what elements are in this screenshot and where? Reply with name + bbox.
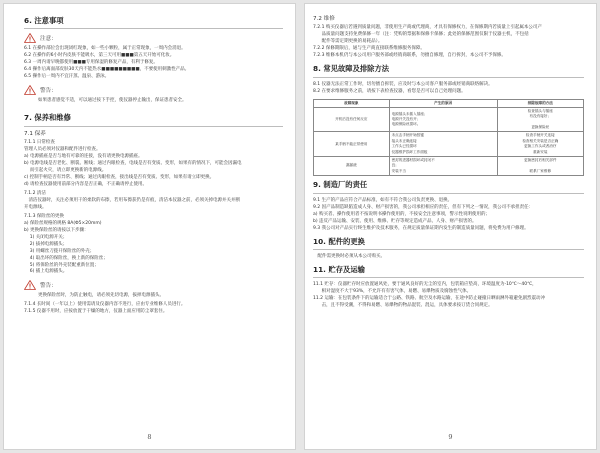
divider	[313, 277, 584, 278]
fuse-step: b) 更换保险丝的请按以下步骤：	[24, 227, 89, 233]
section-7-1-1-title: 7.1.1 日常检查	[24, 140, 55, 146]
fuse-step: 6) 插上电源插头。	[24, 269, 68, 275]
section-11-title: 11. 贮存及运输	[313, 265, 365, 274]
troubleshoot-item: 8.2 在要求维修服务之前，请按下表检查仪器，看您是否可以自己处理问题。	[313, 88, 466, 94]
divider	[24, 126, 283, 127]
storage-item: 11.2 运输：在包装条件下的运输适合于公路、铁路、航空及水路运输，在途中防止碰撞日晒雨淋外箱避免剧烈震动冲	[313, 296, 545, 302]
table-cell: 未点击手柄开始按键 接头未正确连接 工作头已经损坏 仪器维护损坏工作面板	[389, 132, 497, 157]
section-7-1-2-title: 7.1.2 清洁	[24, 190, 46, 196]
warning-label: 警告：	[40, 88, 57, 95]
notice-item: 6.4 操作后离面部皮肤30天内不能热水■■■■■■■■■，不要使用刺激性产品。	[24, 67, 190, 73]
section-8-title: 8. 常见故障及排除方法	[313, 64, 390, 74]
fuse-step: 3) 用螺丝刀拨开保险丝的外壳；	[24, 248, 95, 254]
check-item: b) 电源电线是否老化、断裂、断线；通过内眼检查，电线是否有变质、变形，如果有的情况下，可能会因漏电	[24, 160, 242, 166]
table-cell: 电源插头未插入插座； 电源开关没有开； 电源保险丝损坏。	[389, 107, 497, 132]
fuse-step: a) 保险丝规格的规格 8A(Φ5×20mm)	[24, 220, 102, 226]
liability-item: 9.2 因产品制造缺陷造成人身、财产损害的，我公司承担相应的责任，但有下列之一情况，我公司不承担责任：	[313, 204, 534, 210]
fault-table-header: 排除故障的方法	[497, 99, 583, 107]
table-cell: 密封的进器材损坏或封闭不 良； 安装不当	[389, 157, 497, 176]
warning-text: 如果患者感觉不适，可以通过按下手控，使仪器停止输出，保证患者安全。	[38, 98, 187, 104]
storage-item: 相对湿度不大于93%，不允许有有害气体，易燃、易爆物质及腐蚀性气体。	[313, 289, 472, 295]
check-item: 而引起火灾，请立即更换新的电源线。	[24, 167, 107, 173]
fault-table-header: 产生的原因	[389, 99, 497, 107]
left-page	[3, 3, 296, 450]
table-cell: 某手柄不能正常使用	[314, 132, 390, 157]
repair-item: 配件等需定期更换的易耗品）。	[313, 39, 383, 45]
divider	[313, 249, 584, 250]
fuse-step: 2) 拔掉电源插头；	[24, 241, 68, 247]
fuse-warning-header	[24, 280, 283, 290]
warning-triangle-icon	[24, 280, 36, 290]
section-7-1-4: 7.1.4 长时间（一年以上）使用需请及仪器内容不进行，应由专业维修人员进行。	[24, 302, 186, 308]
fault-table	[313, 99, 584, 177]
table-cell: 漏漏液	[314, 157, 390, 176]
section-9-title: 9. 制造厂的责任	[313, 180, 368, 190]
check-item: c) 控制手柄是否有异常、断线；通过肉眼检查，接出线是否有变质、变形，如果有请立即更换。	[24, 174, 215, 180]
repair-item: 7.2.2 保修期限后，通与生产商直接联系维修服务保障。	[313, 46, 425, 52]
section-7-title: 7. 保养和维修	[24, 113, 71, 123]
page-number: 9	[448, 433, 453, 441]
section-7-1-3-title: 7.1.3 保险丝的更换	[24, 213, 64, 219]
section-7-2-title: 7.2 维修	[313, 16, 335, 22]
repair-item: 7.2.3 维修本机仍与本公司用户服务部或经销商联系，勿擅自修理，自行拆封，本公司不予保修。	[313, 53, 506, 59]
warning-label: 警告：	[40, 283, 57, 290]
repair-item: 品质量问题支持免费保修一年（注：凭购的票据和保修卡保修；此处的保修范围仅限于仪器主机，不包括	[313, 32, 529, 38]
section-6-title: 6. 注意事项	[24, 16, 64, 25]
right-page	[304, 3, 597, 450]
divider	[313, 77, 584, 78]
table-row	[314, 132, 584, 157]
liability-item: 9.1 生产的产品应符合产品标准，如有不符合我公司负责更换、退换。	[313, 197, 453, 203]
warning-triangle-icon	[24, 85, 36, 95]
accessory-text: 配件需更换时必须从本公司购买。	[313, 254, 385, 260]
fuse-step: 1) 关闭电源开关；	[24, 234, 68, 240]
fault-table-header: 故障现象	[314, 99, 390, 107]
notice-item: 6.3 一周内请早晚都使用■■■专用保湿的修复产品，有利于修复。	[24, 60, 158, 66]
table-cell: 更换密封后相关部件 联系厂家维修	[497, 157, 583, 176]
section-10-title: 10. 配件的更换	[313, 236, 365, 246]
storage-item: 击，且不得受潮，不得和易燃、易爆物的物品混装、混运，具体要求按订货合同规定。	[313, 303, 493, 309]
notice-header	[24, 33, 283, 43]
fuse-warning-text: 更换保险丝时，为防止触电，请必须先切电源，拔掉电源插头。	[38, 293, 164, 299]
table-cell: 检查插头与插座 有没有接好； 更换保险丝	[497, 107, 583, 132]
page-number: 8	[147, 433, 152, 441]
section-7-1-1-intro: 管理人员必须对仪器和配件进行检查。	[24, 147, 101, 153]
liability-item: a) 购买者、操作使用者不按说明书操作使用的，不按安全注意事项，警示性说明使用的；	[313, 211, 490, 217]
notice-item: 6.5 操作后一周内不宜汗蒸、温泉、游泳。	[24, 74, 110, 80]
storage-item: 11.1 贮存：仪器贮存时应放置通风处，要于通风良好的无尘的室内，包装箱应垫高，环境温度为-10℃～40℃，	[313, 282, 537, 288]
warning-header	[24, 85, 283, 95]
notice-label: 注意：	[40, 36, 57, 43]
divider	[313, 193, 584, 194]
troubleshoot-item: 8.1 仪器无法正常工作时，切勿擅自拆装，应及时与本公司客户服务部或经销商联络解决。	[313, 81, 493, 87]
table-row	[314, 107, 584, 132]
cleaning-text: 清洁仪器时，关注必须用干的柔软的布擦，若用布擦获仍是有痕，清洁本仪器之前，必须关掉电源并关并断 开电源线。	[24, 197, 240, 210]
fuse-step: 4) 取出坏的保险丝，换上新的保险丝；	[24, 255, 108, 261]
check-item: d) 请检查仪器使用前部分内容是否正确，不正确请停止使用。	[24, 181, 148, 187]
fuse-step: 5) 将保险丝的外壳装配重新位置；	[24, 262, 99, 268]
liability-item: 9.3 我公司对产品实行终生维护及技术服务，在规定质量保证期内发生的制造质量问题，将免费为用户修理。	[313, 225, 529, 231]
check-item: a) 电源插座是否与地有可靠的连接，没有请更换电源插座。	[24, 153, 143, 159]
table-row	[314, 157, 584, 176]
section-7-1-5: 7.1.5 仪器不用时，应按放置于干燥的地方，仪器上面应用防尘罩套住。	[24, 309, 168, 315]
table-cell: 开机后没有任何反应	[314, 107, 390, 132]
liability-item: b) 违反产品运输、安装、使用、维修、贮存等规定造成产品、人身、财产损害的。	[313, 218, 477, 224]
caution-triangle-icon	[24, 33, 36, 43]
notice-item: 6.1 在操作部位会出现闭红现象，如一些小颗粒，属于正常现象，一周内会消退。	[24, 46, 186, 52]
table-cell: 检查手柄开关连接 检查相关安装是否正确 更换工作头或者治疗 重新安装	[497, 132, 583, 157]
repair-item: 7.2.1 购买仪器后若遇到质量问题，非使用生产商或代理商，才具有保修权力，在保修期内若质量上引起属本公司产	[313, 25, 542, 31]
notice-item: 6.2 在操作的6小时内皮肤不能吸水，第三天可用■■■第五天开始可化妆。	[24, 53, 175, 59]
section-7-1-title: 7.1 保养	[24, 130, 46, 137]
divider	[24, 28, 283, 29]
